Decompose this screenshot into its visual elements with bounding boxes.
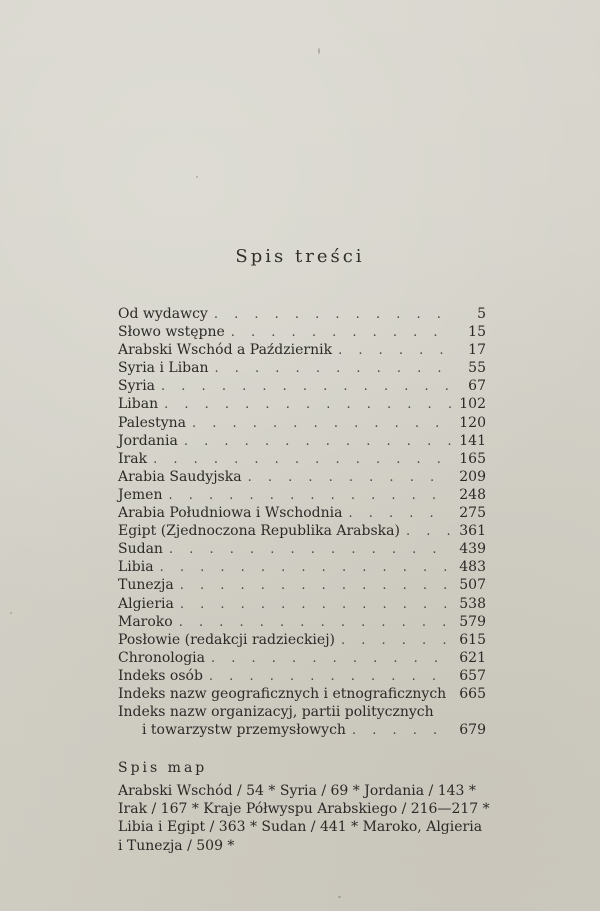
toc-entry-page: 275 [459, 505, 486, 522]
dot-leader [179, 614, 452, 632]
toc-entry[interactable] [118, 558, 486, 576]
toc-entry-page: 361 [459, 523, 486, 540]
toc-entry[interactable] [118, 377, 486, 395]
toc-entry[interactable] [118, 540, 486, 558]
maps-list [118, 782, 488, 855]
toc-entry-label: Palestyna [118, 414, 186, 431]
maps-list-line: Irak / 167 * Kraje Półwyspu Arabskiego / 216—217 * [118, 801, 490, 818]
toc-entry-page: 55 [468, 360, 486, 377]
paper-speck [338, 896, 341, 898]
toc-entry[interactable] [118, 613, 486, 631]
toc-entry-page: 165 [459, 450, 486, 467]
dot-leader [348, 505, 451, 523]
toc-entry-label: Słowo wstępne [118, 324, 225, 341]
dot-leader [164, 396, 451, 414]
toc-entry-page: 15 [468, 324, 486, 341]
dot-leader [338, 342, 452, 360]
toc-entry[interactable] [118, 323, 486, 341]
dot-leader [406, 523, 451, 541]
toc-entry-label: Indeks nazw organizacyj, partii politycznych [118, 704, 434, 721]
toc-entry-label: Posłowie (redakcji radzieckiej) [118, 631, 335, 648]
dot-leader [231, 324, 452, 342]
toc-entry-label: Jordania [118, 432, 178, 449]
toc-entry-page: 141 [459, 432, 486, 449]
dot-leader [160, 559, 452, 577]
toc-entry-page: 507 [459, 577, 486, 594]
toc-entry[interactable] [118, 576, 486, 594]
table-of-contents [118, 305, 486, 739]
paper-speck [196, 176, 198, 178]
toc-entry-label: Egipt (Zjednoczona Republika Arabska) [118, 523, 400, 540]
toc-entry-label: Jemen [118, 486, 163, 503]
toc-entry[interactable] [118, 631, 486, 649]
toc-entry[interactable] [118, 504, 486, 522]
toc-entry-page: 579 [459, 613, 486, 630]
toc-entry[interactable] [118, 595, 486, 613]
paper-speck [318, 48, 320, 54]
toc-entry-page: 621 [459, 649, 486, 666]
toc-entry[interactable] [118, 649, 486, 667]
toc-entry-label: Maroko [118, 613, 173, 630]
toc-entry-label: i towarzystw przemysłowych [142, 722, 346, 739]
toc-entry-label: Arabski Wschód a Październik [118, 342, 333, 359]
toc-entry-label: Tunezja [118, 577, 174, 594]
toc-entry-page: 209 [459, 468, 486, 485]
toc-entry[interactable] [118, 359, 486, 377]
toc-entry-label: Arabia Saudyjska [118, 468, 242, 485]
toc-entry[interactable] [118, 703, 486, 721]
toc-entry[interactable] [118, 414, 486, 432]
toc-entry[interactable] [118, 305, 486, 323]
toc-entry[interactable] [118, 685, 486, 703]
dot-leader [341, 632, 451, 650]
toc-entry[interactable] [118, 468, 486, 486]
toc-entry[interactable] [118, 522, 486, 540]
toc-entry-page: 679 [459, 722, 486, 739]
toc-entry-label: Od wydawcy [118, 306, 208, 322]
toc-entry-label: Indeks nazw geograficznych i etnograficznych [118, 685, 447, 702]
dot-leader [169, 541, 451, 559]
toc-entry-label: Irak [118, 450, 148, 467]
dot-leader [214, 306, 452, 324]
toc-entry-label: Liban [118, 396, 159, 413]
toc-entry[interactable] [118, 395, 486, 413]
toc-entry-page: 5 [477, 306, 486, 322]
maps-list-line: Libia i Egipt / 363 * Sudan / 441 * Maroko, Algieria [118, 819, 483, 836]
toc-entry-page: 102 [459, 396, 486, 413]
paper-speck [10, 612, 12, 614]
dot-leader [161, 378, 452, 396]
toc-entry-label: Syria [118, 378, 156, 395]
toc-entry-label: Indeks osób [118, 667, 203, 684]
toc-entry-page: 657 [459, 667, 486, 684]
dot-leader [211, 650, 451, 668]
toc-entry-page: 67 [468, 378, 486, 395]
toc-entry[interactable] [118, 432, 486, 450]
dot-leader [184, 433, 451, 451]
toc-entry-page: 439 [459, 541, 486, 558]
toc-entry[interactable] [118, 341, 486, 359]
dot-leader [168, 487, 451, 505]
maps-list-line: i Tunezja / 509 * [118, 837, 235, 854]
dot-leader [153, 451, 451, 469]
toc-entry-label: Sudan [118, 541, 163, 558]
maps-heading: Spis map [118, 760, 208, 776]
dot-leader [248, 469, 452, 487]
toc-entry[interactable] [118, 486, 486, 504]
toc-entry[interactable] [118, 450, 486, 468]
toc-entry-page: 248 [459, 486, 486, 503]
dot-leader [180, 596, 451, 614]
toc-entry-page: 538 [459, 595, 486, 612]
toc-entry[interactable] [118, 667, 486, 685]
toc-entry-label: Chronologia [118, 649, 205, 666]
toc-entry-page: 483 [459, 559, 486, 576]
toc-entry-page: 665 [459, 685, 486, 702]
toc-entry-label: Arabia Południowa i Wschodnia [118, 505, 343, 522]
dot-leader [209, 668, 451, 686]
dot-leader [180, 577, 452, 595]
toc-entry-page: 615 [459, 631, 486, 648]
toc-entry-label: Libia [118, 559, 154, 576]
page-title: Spis treści [235, 246, 365, 267]
toc-entry[interactable] [118, 721, 486, 739]
maps-list-line: Arabski Wschód / 54 * Syria / 69 * Jordania / 143 * [118, 783, 476, 799]
dot-leader [215, 360, 453, 378]
dot-leader [192, 415, 451, 433]
toc-entry-page: 17 [468, 342, 486, 359]
toc-entry-page: 120 [459, 414, 486, 431]
toc-entry-label: Syria i Liban [118, 360, 209, 377]
dot-leader [352, 722, 451, 740]
toc-entry-label: Algieria [118, 595, 174, 612]
